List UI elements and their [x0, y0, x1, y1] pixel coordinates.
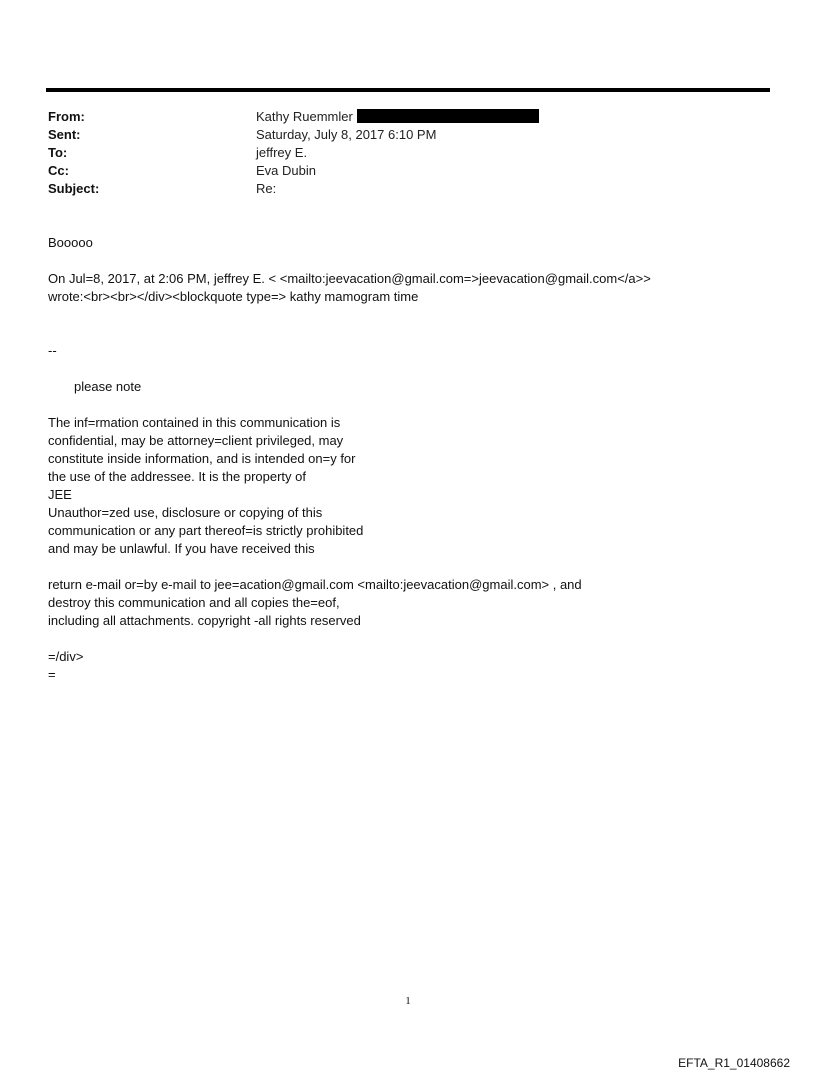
quote-line-1: On Jul=8, 2017, at 2:06 PM, jeffrey E. < <mailto:jeevacation@gmail.com=>jeevacation@gmail.com</a>> — [48, 271, 651, 286]
return-line: destroy this communication and all copies the=eof, — [48, 595, 340, 610]
disclaimer-block — [48, 414, 768, 558]
page-number: 1 — [405, 995, 411, 1007]
sent-label: Sent: — [48, 127, 81, 142]
to-row — [48, 144, 539, 162]
redaction-bar — [357, 109, 539, 123]
disclaimer-line: communication or any part thereof=is strictly prohibited — [48, 523, 364, 538]
to-label: To: — [48, 145, 68, 160]
email-body — [48, 234, 768, 684]
disclaimer-line: JEE — [48, 487, 72, 502]
return-block — [48, 576, 768, 630]
closing-eq: = — [48, 667, 56, 682]
subject-value: Re: — [256, 181, 277, 196]
disclaimer-line: Unauthor=zed use, disclosure or copying of this — [48, 505, 323, 520]
document-id: EFTA_R1_01408662 — [678, 1056, 790, 1070]
email-header — [48, 108, 539, 198]
signature-separator: -- — [48, 343, 57, 358]
disclaimer-line: confidential, may be attorney=client privileged, may — [48, 433, 344, 448]
quote-line-2: wrote:<br><br></div><blockquote type=> kathy mamogram time — [48, 289, 419, 304]
closing-div: =/div> — [48, 649, 84, 664]
subject-label: Subject: — [48, 181, 100, 196]
cc-row — [48, 162, 539, 180]
disclaimer-line: constitute inside information, and is intended on=y for — [48, 451, 356, 466]
sent-value: Saturday, July 8, 2017 6:10 PM — [256, 127, 437, 142]
from-name: Kathy Ruemmler — [256, 109, 353, 124]
from-value — [256, 108, 539, 126]
header-rule — [46, 88, 770, 92]
cc-value: Eva Dubin — [256, 163, 316, 178]
greeting: Booooo — [48, 235, 93, 250]
please-note: please note — [74, 379, 142, 394]
cc-label: Cc: — [48, 163, 69, 178]
return-line: return e-mail or=by e-mail to jee=acation@gmail.com <mailto:jeevacation@gmail.com> , and — [48, 577, 582, 592]
disclaimer-line: the use of the addressee. It is the property of — [48, 469, 306, 484]
to-value: jeffrey E. — [256, 145, 308, 160]
from-label: From: — [48, 109, 85, 124]
sent-row — [48, 126, 539, 144]
disclaimer-line: and may be unlawful. If you have received this — [48, 541, 315, 556]
disclaimer-line: The inf=rmation contained in this communication is — [48, 415, 341, 430]
subject-row — [48, 180, 539, 198]
from-row — [48, 108, 539, 126]
return-line: including all attachments. copyright -all rights reserved — [48, 613, 361, 628]
